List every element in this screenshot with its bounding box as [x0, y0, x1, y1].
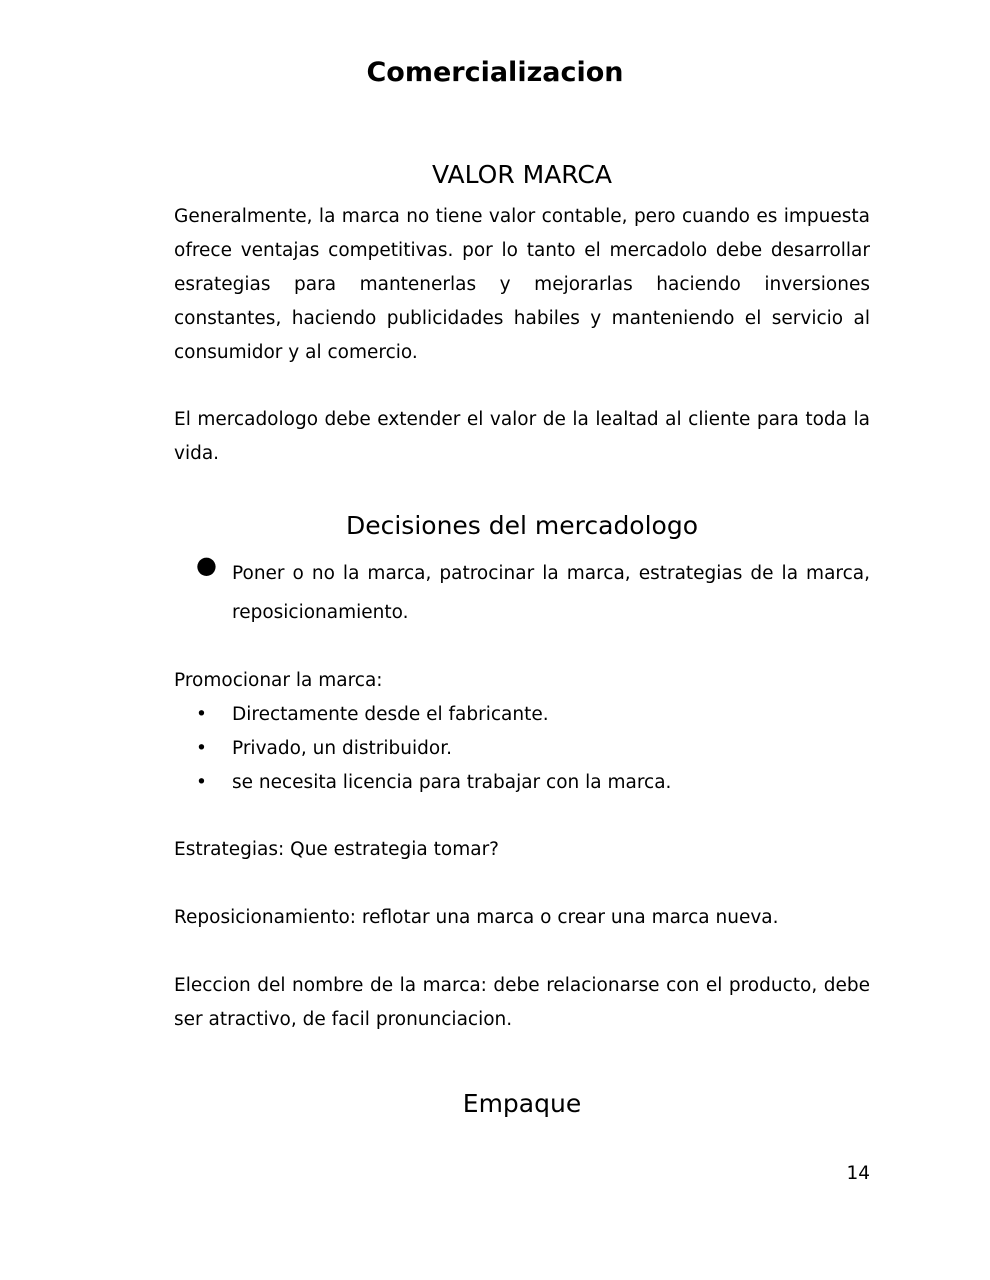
paragraph-reposicionamiento: Reposicionamiento: reflotar una marca o crear una marca nueva. [174, 907, 779, 928]
bullet-icon: ● [196, 551, 217, 579]
heading-valor-marca: VALOR MARCA [432, 160, 612, 189]
list-item [174, 766, 870, 800]
heading-decisiones: Decisiones del mercadologo [345, 511, 699, 540]
heading-empaque: Empaque [462, 1089, 582, 1118]
list-item [174, 698, 870, 732]
document-header-title: Comercializacion [366, 57, 624, 88]
list-item-text: Poner o no la marca, patrocinar la marca, estrategias de la marca, reposicionamiento. [232, 563, 870, 623]
paragraph-valor-marca-2: El mercadologo debe extender el valor de la lealtad al cliente para toda la vida. [174, 409, 870, 464]
label-promocionar: Promocionar la marca: [174, 670, 383, 691]
page-number: 14 [846, 1163, 870, 1184]
paragraph-eleccion: Eleccion del nombre de la marca: debe relacionarse con el producto, debe ser atractivo, de facil pronunciacion. [174, 975, 870, 1030]
paragraph-estrategias: Estrategias: Que estrategia tomar? [174, 839, 499, 860]
list-item-text: se necesita licencia para trabajar con la marca. [232, 772, 672, 793]
paragraph-valor-marca-1: Generalmente, la marca no tiene valor contable, pero cuando es impuesta ofrece ventajas competitivas. por lo tanto el mercadolo debe desarrollar esrategias para mantenerlas y mejorarlas haciendo inversiones constantes, haciendo publicidades habiles y manteniendo el servicio al consumidor y al comercio. [174, 206, 870, 363]
list-item-text: Privado, un distribuidor. [232, 738, 452, 759]
bullet-icon: • [196, 738, 207, 759]
list-item [174, 732, 870, 766]
bullet-icon: • [196, 704, 207, 725]
list-item-decision [174, 551, 870, 634]
list-item-text: Directamente desde el fabricante. [232, 704, 549, 725]
bullet-icon: • [196, 772, 207, 793]
